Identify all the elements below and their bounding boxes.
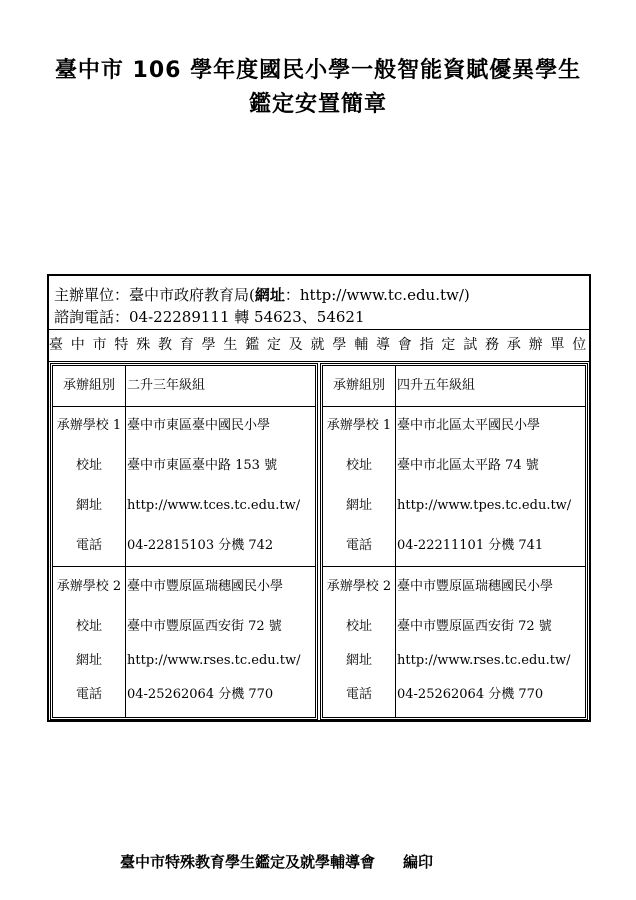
cell-label: 校址 (75, 458, 102, 473)
cell-label: 電話 (345, 538, 372, 553)
organizer-line (54, 284, 470, 305)
phone-line (54, 306, 365, 327)
footer-publisher: 臺中市特殊教育學生鑑定及就學輔導會 (120, 853, 376, 871)
cell-link[interactable]: http://www.tpes.tc.edu.tw/ (397, 498, 572, 513)
table-row (323, 526, 585, 567)
cell-value: 臺中市北區太平國民小學 (397, 418, 541, 433)
footer (120, 851, 433, 872)
organizer-name: 臺中市政府教育局( (129, 286, 255, 304)
table-row (53, 675, 315, 715)
divider (49, 329, 589, 330)
table-row (53, 526, 315, 567)
divider (49, 361, 589, 362)
table-row (323, 366, 585, 407)
cell-label: 承辦組別 (62, 378, 115, 393)
footer-action: 編印 (403, 853, 434, 871)
website-link[interactable]: ：http://www.tc.edu.tw/) (284, 286, 470, 304)
cell-label: 承辦組別 (332, 378, 385, 393)
table-row (323, 406, 585, 446)
table-row (323, 486, 585, 526)
cell-label: 電話 (345, 687, 372, 702)
table-row (323, 675, 585, 715)
cell-label: 承辦學校 2 (326, 579, 392, 594)
cell-label: 校址 (345, 458, 372, 473)
cell-value: 臺中市豐原區瑞穗國民小學 (127, 579, 284, 594)
table-row (53, 446, 315, 486)
cell-label: 電話 (75, 538, 102, 553)
cell-link[interactable]: http://www.rses.tc.edu.tw/ (127, 653, 301, 668)
cell-value: 二升三年級組 (127, 378, 206, 393)
table-row (53, 567, 315, 607)
table-row (323, 567, 585, 607)
cell-label: 校址 (75, 619, 102, 634)
cell-label: 承辦學校 2 (56, 579, 122, 594)
cell-label: 網址 (75, 653, 102, 668)
section-header: 臺中市特殊教育學生鑑定及就學輔導會指定試務承辦單位 (49, 337, 594, 353)
cell-label: 網址 (75, 498, 102, 513)
panel-grade-2-3 (50, 363, 318, 720)
cell-value: 臺中市東區臺中路 153 號 (127, 458, 278, 473)
cell-value: 臺中市北區太平路 74 號 (397, 458, 539, 473)
cell-value: 臺中市豐原區西安街 72 號 (397, 619, 552, 634)
cell-value: 04-25262064 分機 770 (127, 687, 274, 702)
page-subtitle: 鑑定安置簡章 (248, 92, 387, 117)
info-box (47, 274, 594, 722)
table-row (53, 406, 315, 446)
cell-value: 臺中市東區臺中國民小學 (127, 418, 271, 433)
website-label: 網址 (254, 286, 285, 304)
cell-label: 網址 (345, 653, 372, 668)
organizer-label: 主辦單位： (54, 286, 130, 304)
cell-value: 臺中市豐原區瑞穗國民小學 (397, 579, 554, 594)
cell-label: 承辦學校 1 (326, 418, 392, 433)
cell-value: 04-22211101 分機 741 (397, 538, 544, 553)
cell-label: 電話 (75, 687, 102, 702)
cell-value: 四升五年級組 (397, 378, 476, 393)
cell-label: 承辦學校 1 (56, 418, 122, 433)
cell-label: 網址 (345, 498, 372, 513)
cell-value: 04-22815103 分機 742 (127, 538, 274, 553)
page-title: 臺中市 106 學年度國民小學一般智能資賦優異學生 (54, 58, 582, 83)
table-row (53, 486, 315, 526)
cell-value: 04-25262064 分機 770 (397, 687, 544, 702)
phone-number: 04-22289111 轉 54623、54621 (129, 308, 365, 326)
panel-grade-4-5 (320, 363, 588, 720)
cell-link[interactable]: http://www.tces.tc.edu.tw/ (127, 498, 301, 513)
cell-value: 臺中市豐原區西安街 72 號 (127, 619, 282, 634)
cell-link[interactable]: http://www.rses.tc.edu.tw/ (397, 653, 571, 668)
phone-label: 諮詢電話： (54, 308, 130, 326)
table-row (323, 446, 585, 486)
cell-label: 校址 (345, 619, 372, 634)
table-row (53, 366, 315, 407)
